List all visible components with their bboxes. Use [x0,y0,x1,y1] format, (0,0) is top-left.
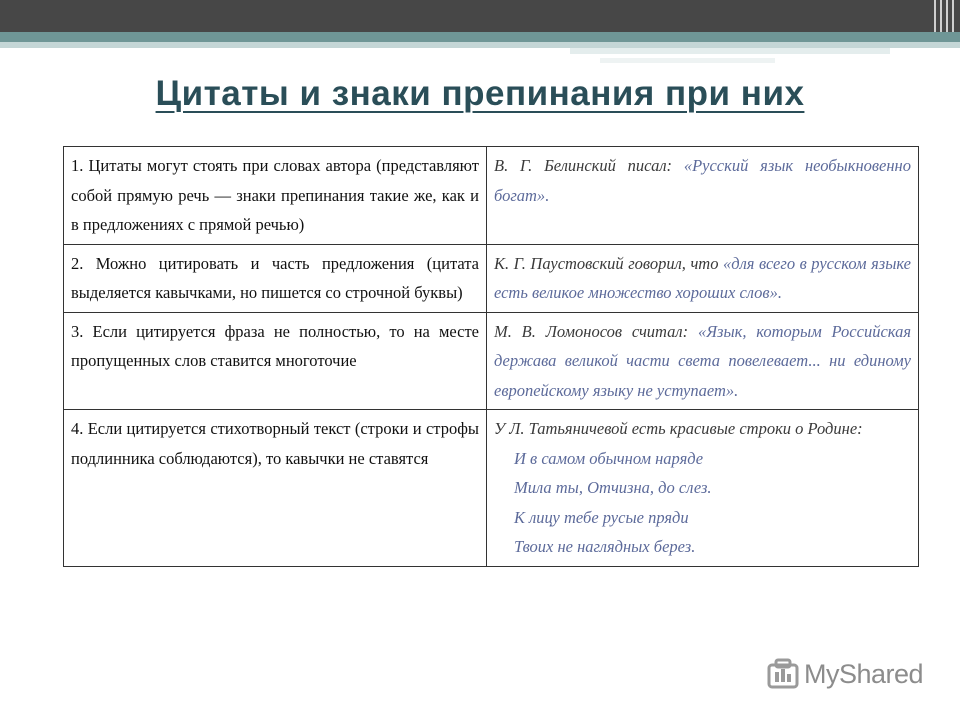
example-quote: «для всего в русском языке есть великое множество хороших слов» [494,253,911,302]
example-cell [487,147,919,245]
example-intro: В. Г. Белинский писал: [494,156,684,175]
example-end: . [734,380,739,400]
myshared-logo-text: MyShared [804,658,924,689]
example-cell [487,312,919,410]
top-band-ticks [928,0,960,32]
top-band-strip [570,48,890,54]
example-intro: У Л. Татьяничевой есть красивые строки о Родине: [494,419,863,438]
rule-cell: 1. Цитаты могут стоять при словах автора (представляют собой прямую речь — знаки препинания такие же, как и в предложениях с прямой речью) [64,147,487,245]
example-quote: «Язык, которым Российская держава великой части света повелевает... ни единому европейскому языку не уступает» [494,321,911,400]
myshared-logo-icon [766,657,800,691]
quotes-rules-table [63,146,919,567]
poem-line: Мила ты, Отчизна, до слез. [514,478,712,497]
top-band-teal [0,32,960,42]
example-quote: «Русский язык необыкновенно богат» [494,156,911,205]
table-row [64,147,919,245]
example-cell [487,410,919,567]
poem-line: И в самом обычном наряде [514,448,704,468]
rule-cell: 4. Если цитируется стихотворный текст (строки и строфы подлинника соблюдаются), то кавычки не ставятся [64,410,487,567]
poem-line: Твоих не наглядных берез. [514,537,696,556]
poem-line: К лицу тебе русые пряди [514,507,689,527]
example-end: . [777,283,782,302]
example-cell [487,244,919,312]
top-band-strip-small [600,58,775,63]
slide-title [0,74,960,114]
myshared-watermark [766,657,923,691]
table-row [64,244,919,312]
table-row [64,410,919,567]
example-intro: М. В. Ломоносов считал: [494,321,698,341]
example-end: . [545,185,550,205]
rule-cell: 2. Можно цитировать и часть предложения (цитата выделяется кавычками, но пишется со строчной буквы) [64,244,487,312]
slide-title-text: Цитаты и знаки препинания при них [155,74,805,113]
rule-cell: 3. Если цитируется фраза не полностью, то на месте пропущенных слов ставится многоточие [64,312,487,410]
table-row [64,312,919,410]
top-band-dark [0,0,960,32]
example-intro: К. Г. Паустовский говорил, что [494,253,724,273]
